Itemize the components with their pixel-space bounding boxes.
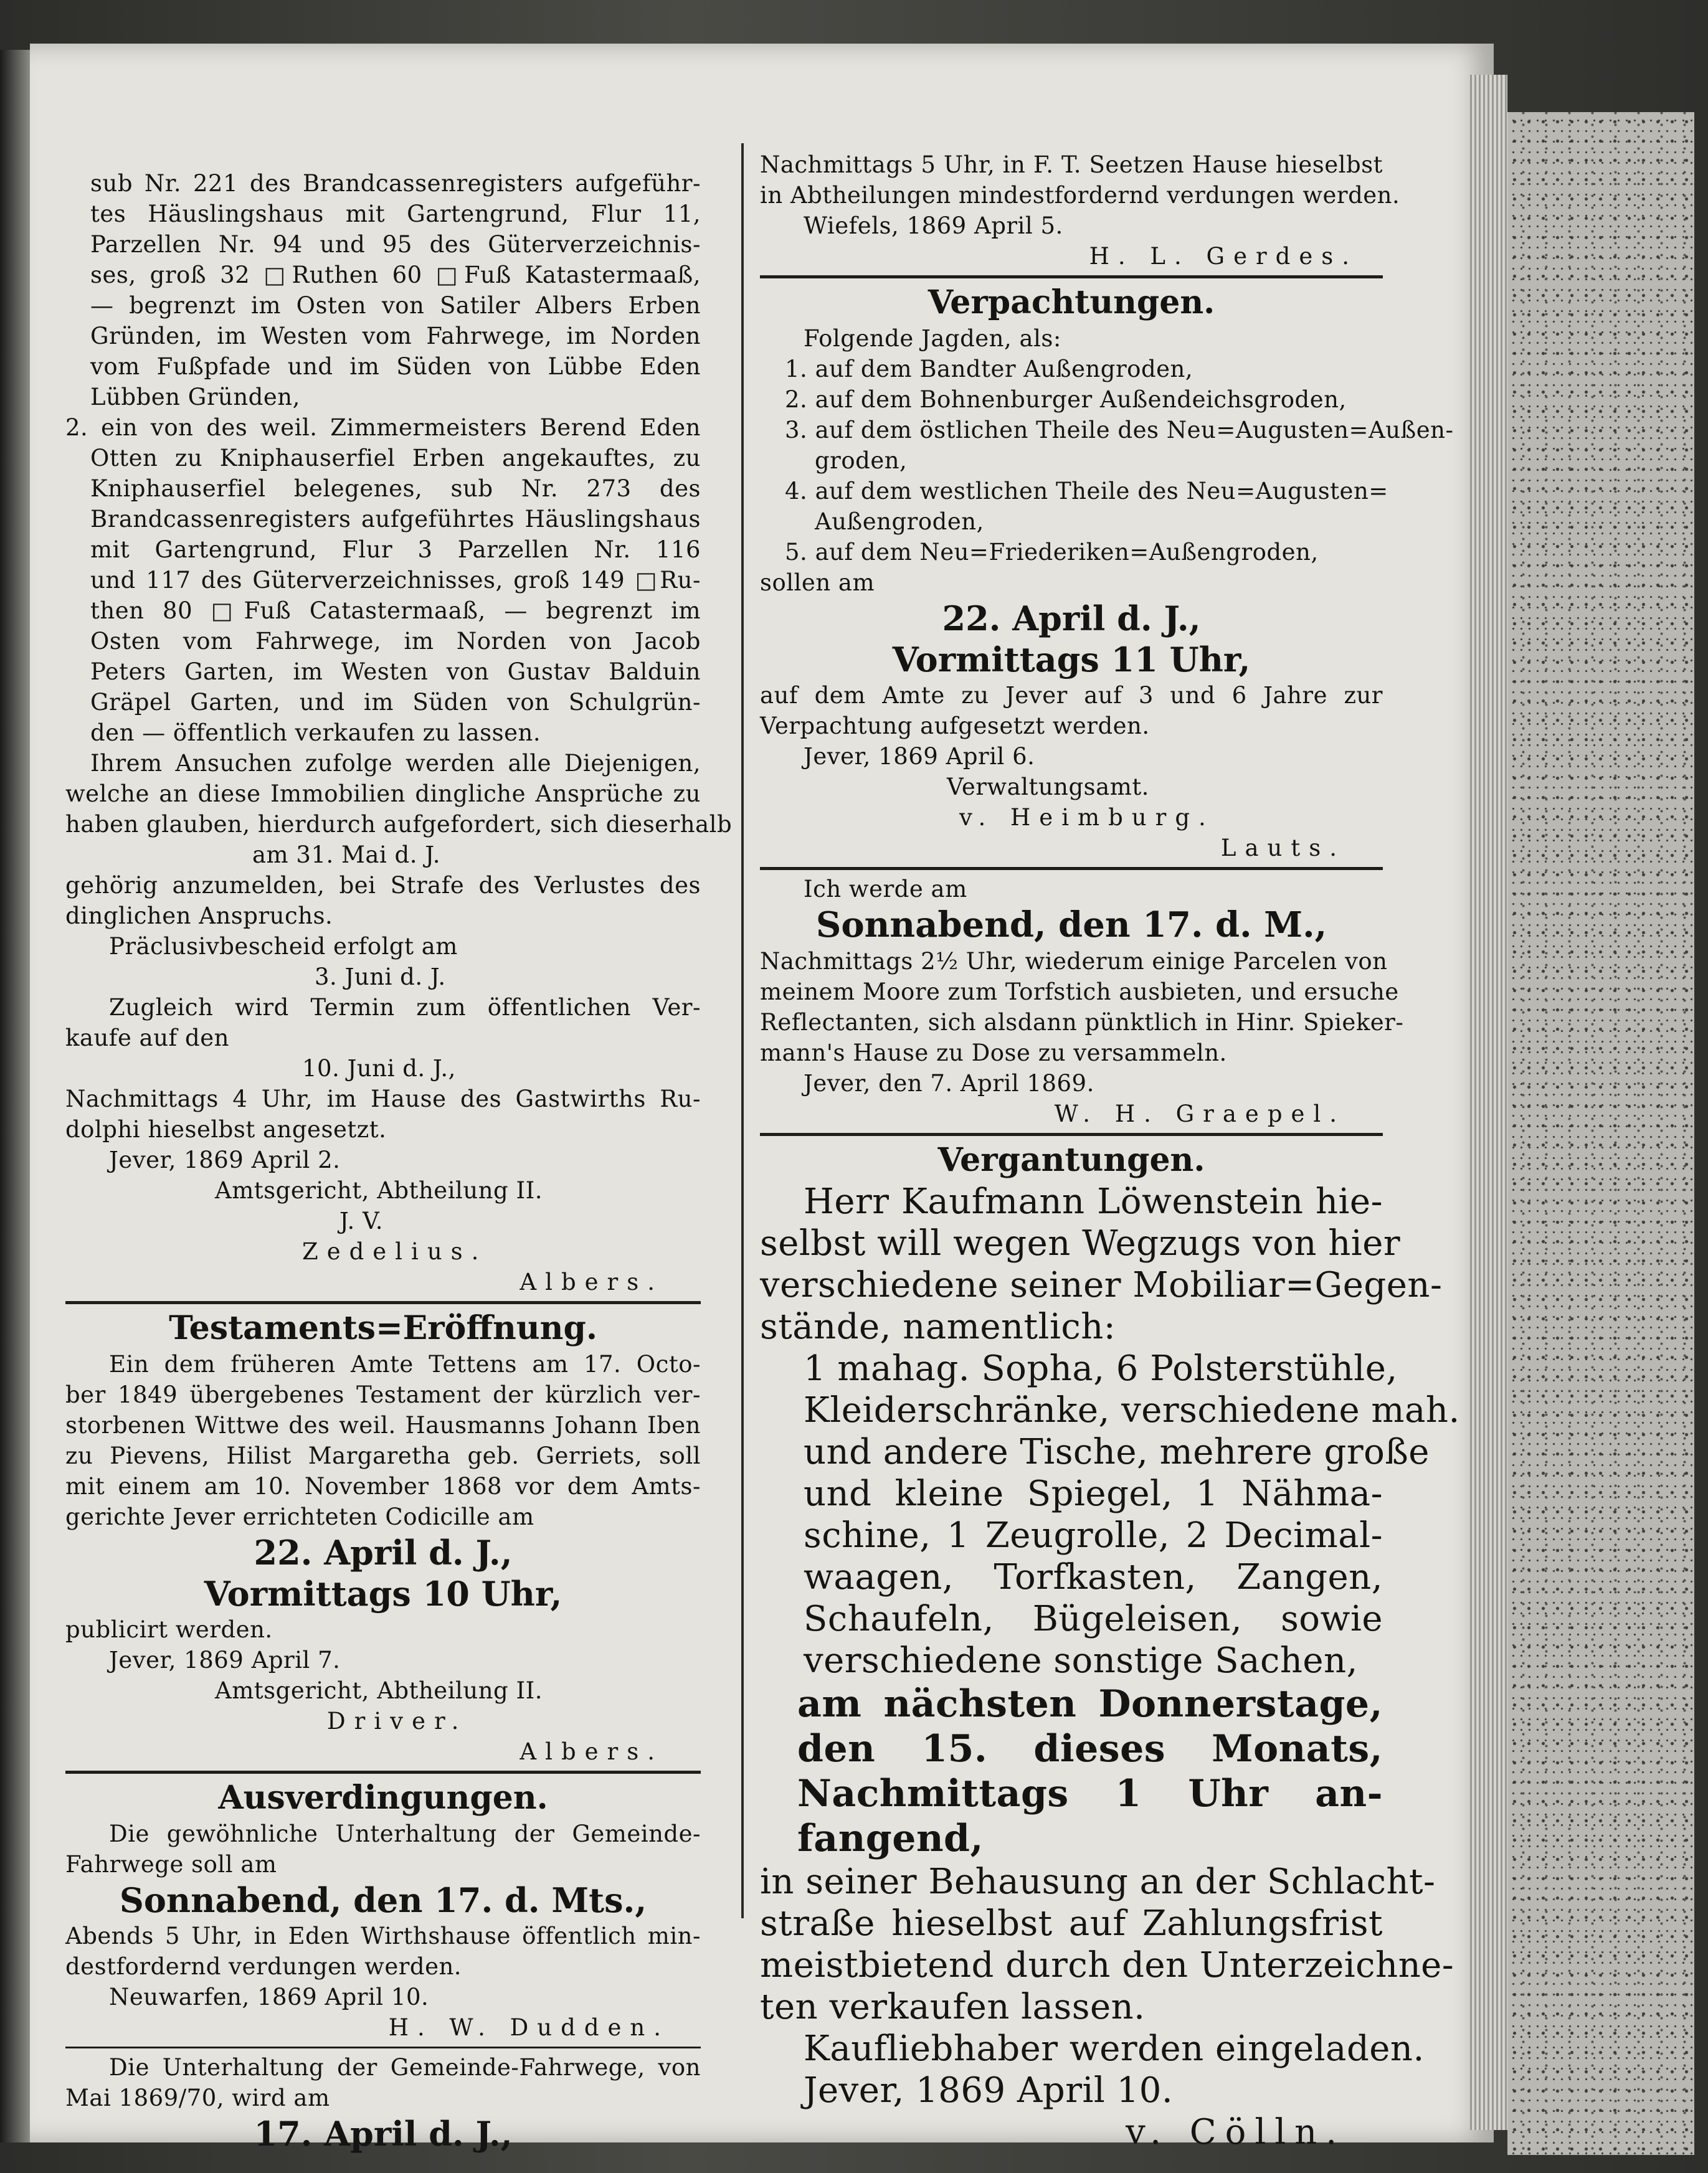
list-item: schine, 1 Zeugrolle, 2 Decimal- <box>804 1515 1383 1556</box>
testament-notice <box>65 1308 701 1767</box>
section-rule <box>760 275 1383 278</box>
text-line: Nachmittags 4 Uhr, im Hause des Gastwirths Ru- <box>65 1086 701 1112</box>
office-name: Verwaltungsamt. <box>947 774 1149 800</box>
place-date: Neuwarfen, 1869 April 10. <box>109 1984 429 2010</box>
list-item: 4. auf dem westlichen Theile des Neu=Augusten= <box>785 478 1388 504</box>
text-line: haben glauben, hierdurch aufgefordert, sich dieserhalb <box>65 811 733 838</box>
text-line: ten verkaufen lassen. <box>760 1987 1146 2027</box>
text-line: Kniphauserfiel belegenes, sub Nr. 273 des <box>90 475 701 502</box>
text-line: und 117 des Güterverzeichnisses, groß 149 □Ru- <box>90 567 701 594</box>
text-line: Nachmittags 5 Uhr, in F. T. Seetzen Hause hieselbst <box>760 151 1383 178</box>
text-line: auf dem Amte zu Jever auf 3 und 6 Jahre zur <box>760 682 1383 709</box>
auction-date: am nächsten Donnerstage, <box>797 1682 1383 1726</box>
text-line: Lübben Gründen, <box>90 384 300 410</box>
text-line: welche an diese Immobilien dingliche Ansprüche zu <box>65 780 701 807</box>
signature: v. Cölln. <box>1126 2112 1345 2152</box>
place-date: Jever, den 7. April 1869. <box>804 1070 1094 1097</box>
text-line: Gründen, im Westen vom Fahrwege, im Norden <box>90 323 701 349</box>
text-line: den — öffentlich verkaufen zu lassen. <box>90 719 541 746</box>
continued-notice <box>760 149 1400 272</box>
text-line: Zugleich wird Termin zum öffentlichen Ver- <box>109 994 701 1021</box>
place-date: Jever, 1869 April 6. <box>804 743 1035 770</box>
opening-time: Vormittags 10 Uhr, <box>204 1574 562 1614</box>
text-line: verschiedene seiner Mobiliar=Gegen- <box>760 1265 1443 1305</box>
text-line: kaufe auf den <box>65 1025 229 1051</box>
section-heading: Verpachtungen. <box>928 283 1215 321</box>
auction-time: Nachmittags 1 Uhr an- <box>797 1772 1383 1816</box>
summons-text <box>65 748 733 1297</box>
text-line: selbst will wegen Wegzugs von hier <box>760 1223 1401 1264</box>
list-item: und andere Tische, mehrere große <box>804 1432 1430 1472</box>
text-line: dinglichen Anspruchs. <box>65 902 333 929</box>
text-line: Nachmittags 2½ Uhr, wiederum einige Parcelen von <box>760 948 1388 975</box>
signature: Zedelius. <box>302 1238 488 1265</box>
lease-time: Vormittags 11 Uhr, <box>892 640 1251 679</box>
section-rule <box>760 867 1383 870</box>
section-rule <box>65 1771 701 1774</box>
verpachtungen-notice <box>760 282 1454 863</box>
signature: Albers. <box>520 1738 663 1765</box>
text-line: — begrenzt im Osten von Satiler Albers Erben <box>90 292 701 319</box>
text-line: Fahrwege soll am <box>65 1851 277 1878</box>
text-line: gehörig anzumelden, bei Strafe des Verlustes des <box>65 872 701 899</box>
moor-date: Sonnabend, den 17. d. M., <box>815 904 1327 945</box>
list-item: groden, <box>815 447 908 474</box>
text-line: Parzellen Nr. 94 und 95 des Güterverzeichnis- <box>90 231 701 258</box>
ausverdingungen-notice <box>65 1778 701 2154</box>
text-line: mit Gartengrund, Flur 3 Parzellen Nr. 116 <box>90 536 701 563</box>
section-rule <box>760 1133 1383 1136</box>
list-item: 2. auf dem Bohnenburger Außendeichsgroden, <box>785 386 1347 413</box>
text-line: publicirt werden. <box>65 1616 273 1643</box>
list-item: 1. auf dem Bandter Außengroden, <box>785 356 1193 382</box>
text-line: mann's Hause zu Dose zu versammeln. <box>760 1039 1227 1066</box>
section-heading: Testaments=Eröffnung. <box>169 1309 597 1347</box>
text-line: 2. ein von des weil. Zimmermeisters Berend Eden <box>65 414 701 441</box>
text-line: ber 1849 übergebenes Testament der kürzlich ver- <box>65 1381 701 1408</box>
section-rule <box>65 2047 701 2048</box>
text-line: Herr Kaufmann Löwenstein hie- <box>804 1181 1383 1222</box>
text-line: Gräpel Garten, und im Süden von Schulgrün- <box>90 689 701 716</box>
place-date: Jever, 1869 April 10. <box>804 2070 1174 2111</box>
signature: H. W. Dudden. <box>388 2014 670 2041</box>
auction-date: den 15. dieses Monats, <box>797 1727 1383 1771</box>
list-item: und kleine Spiegel, 1 Nähma- <box>804 1474 1383 1514</box>
column-divider <box>741 143 744 1918</box>
text-line: Ihrem Ansuchen zufolge werden alle Diejenigen, <box>90 750 701 777</box>
section-heading: Ausverdingungen. <box>218 1779 548 1817</box>
text-line: Ich werde am <box>804 876 967 902</box>
text-line: Otten zu Kniphauserfiel Erben angekauftes, zu <box>90 445 701 471</box>
list-item: 1 mahag. Sopha, 6 Polsterstühle, <box>804 1348 1398 1389</box>
deadline-date: am 31. Mai d. J. <box>252 841 440 868</box>
text-line: Brandcassenregisters aufgeführtes Häuslingshaus <box>90 506 701 533</box>
text-line: Verpachtung aufgesetzt werden. <box>760 712 1150 739</box>
signature: Driver. <box>327 1708 468 1735</box>
property-1-text <box>65 168 701 412</box>
text-line: dolphi hieselbst angesetzt. <box>65 1116 387 1143</box>
signature: Lauts. <box>1220 835 1345 861</box>
property-2-text <box>65 412 701 748</box>
text-line: destfordernd verdungen werden. <box>65 1953 462 1980</box>
signature: Albers. <box>520 1269 663 1295</box>
text-line: Kaufliebhaber werden eingeladen. <box>804 2029 1425 2069</box>
iv-abbrev: J. V. <box>339 1208 383 1234</box>
office-name: Amtsgericht, Abtheilung II. <box>215 1677 543 1704</box>
moor-notice <box>760 874 1404 1129</box>
text-line: in Abtheilungen mindestfordernd verdungen werden. <box>760 182 1400 209</box>
text-line: Die gewöhnliche Unterhaltung der Gemeinde- <box>109 1820 701 1847</box>
section-rule <box>65 1301 701 1304</box>
text-line: then 80 □Fuß Catastermaaß, — begrenzt im <box>90 597 701 624</box>
text-line: ses, groß 32 □Ruthen 60 □Fuß Katastermaaß, <box>90 262 701 288</box>
text-line: Peters Garten, im Westen von Gustav Balduin <box>90 658 701 685</box>
auction-time: fangend, <box>797 1817 984 1860</box>
text-line: sub Nr. 221 des Brandcassenregisters aufgeführ- <box>90 170 701 197</box>
text-line: storbenen Wittwe des weil. Hausmanns Johann Iben <box>65 1412 701 1439</box>
text-line: mit einem am 10. November 1868 vor dem Amts- <box>65 1473 701 1500</box>
text-line: meinem Moore zum Torfstich ausbieten, und ersuche <box>760 978 1399 1005</box>
signature: W. H. Graepel. <box>1054 1101 1345 1127</box>
list-item: Schaufeln, Bügeleisen, sowie <box>804 1599 1383 1639</box>
text-line: Osten vom Fahrwege, im Norden von Jacob <box>90 628 701 655</box>
work-date: Sonnabend, den 17. d. Mts., <box>119 1880 647 1920</box>
work-date: 17. April d. J., <box>254 2114 513 2154</box>
signature: v. Heimburg. <box>959 804 1215 831</box>
right-column <box>760 149 1460 2153</box>
list-item: 3. auf dem östlichen Theile des Neu=Augusten=Außen- <box>785 417 1454 443</box>
sale-date: 10. Juni d. J., <box>302 1055 456 1082</box>
previous-page-edge <box>0 50 30 2142</box>
vergantungen-notice <box>760 1140 1460 2153</box>
text-line: stände, namentlich: <box>760 1307 1116 1347</box>
list-item: Kleiderschränke, verschiedene mah. <box>804 1390 1460 1431</box>
text-line: vom Fußpfade und im Süden von Lübbe Eden <box>90 353 701 380</box>
list-item: waagen, Torfkasten, Zangen, <box>804 1557 1383 1598</box>
text-line: straße hieselbst auf Zahlungsfrist <box>760 1903 1383 1944</box>
speckled-book-edge <box>1507 112 1694 2155</box>
text-line: Die Unterhaltung der Gemeinde-Fahrwege, von <box>109 2054 701 2081</box>
list-item: Außengroden, <box>815 508 984 535</box>
opening-date: 22. April d. J., <box>254 1533 513 1573</box>
preclusion-date: 3. Juni d. J. <box>315 963 446 990</box>
place-date: Wiefels, 1869 April 5. <box>804 212 1063 239</box>
section-heading: Vergantungen. <box>937 1141 1205 1179</box>
text-line: Abends 5 Uhr, in Eden Wirthshause öffentlich min- <box>65 1923 701 1949</box>
office-name: Amtsgericht, Abtheilung II. <box>215 1177 543 1204</box>
text-line: in seiner Behausung an der Schlacht- <box>760 1862 1436 1902</box>
text-line: meistbietend durch den Unterzeichne- <box>760 1945 1454 1986</box>
place-date: Jever, 1869 April 7. <box>109 1647 341 1674</box>
text-line: sollen am <box>760 569 875 596</box>
text-line: Folgende Jagden, als: <box>804 325 1061 352</box>
text-line: Reflectanten, sich alsdann pünktlich in Hinr. Spieker- <box>760 1009 1404 1036</box>
book-page-stack <box>1470 75 1507 2130</box>
text-line: gerichte Jever errichteten Codicille am <box>65 1503 534 1530</box>
signature: H. L. Gerdes. <box>1089 243 1358 270</box>
text-line: Ein dem früheren Amte Tettens am 17. Octo- <box>109 1351 701 1378</box>
text-line: Mai 1869/70, wird am <box>65 2085 330 2111</box>
left-column <box>65 168 733 2154</box>
text-line: Präclusivbescheid erfolgt am <box>109 933 458 960</box>
lease-date: 22. April d. J., <box>942 599 1201 638</box>
text-line: tes Häuslingshaus mit Gartengrund, Flur 11, <box>90 201 701 227</box>
list-item: verschiedene sonstige Sachen, <box>804 1640 1358 1681</box>
place-date: Jever, 1869 April 2. <box>109 1147 341 1173</box>
list-item: 5. auf dem Neu=Friederiken=Außengroden, <box>785 539 1319 566</box>
text-line: zu Pievens, Hilist Margaretha geb. Gerriets, soll <box>65 1442 701 1469</box>
